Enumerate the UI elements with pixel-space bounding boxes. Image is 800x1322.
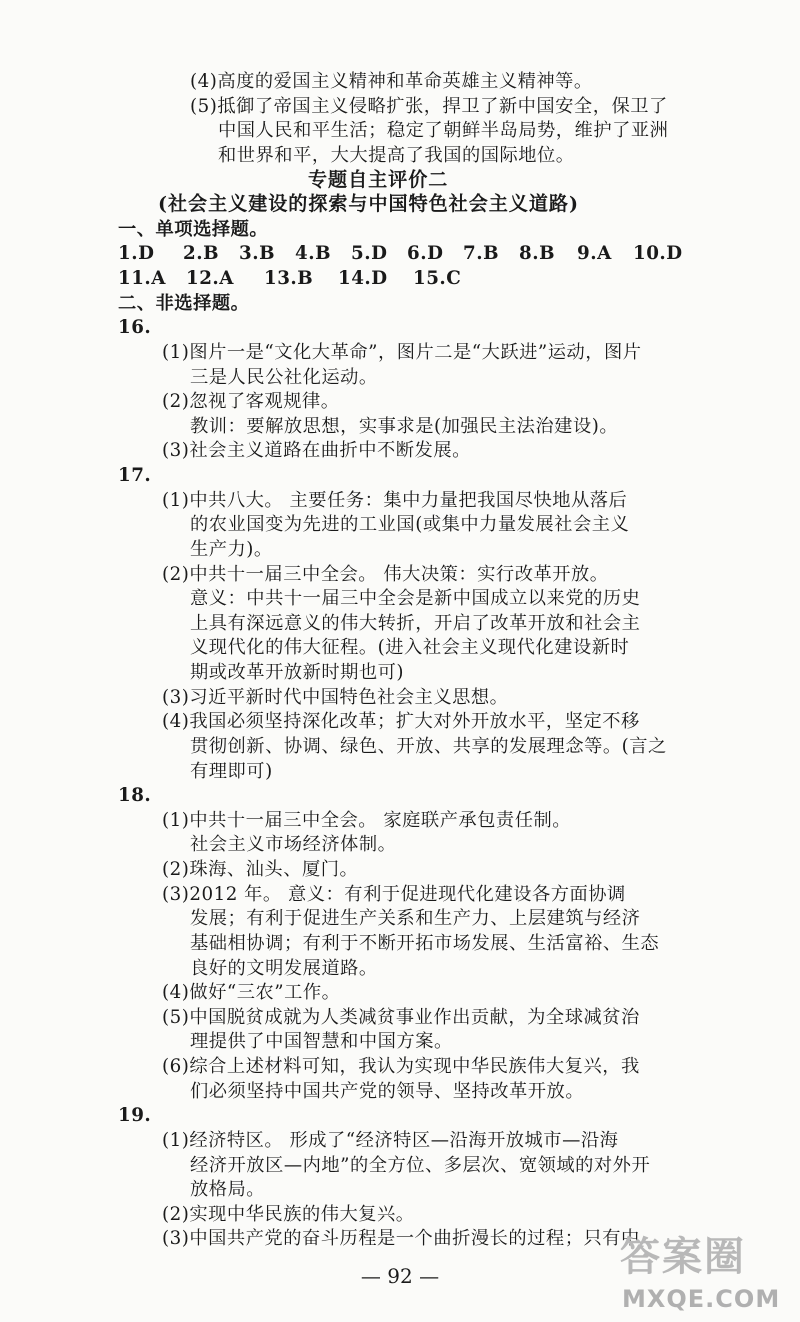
heading-single-choice: 一、单项选择题。 <box>118 218 269 240</box>
question-number: 19. <box>118 1105 152 1127</box>
watermark-logo <box>620 1225 795 1315</box>
text-line: (3)社会主义道路在曲折中不断发展。 <box>162 440 471 462</box>
text-line: (2)中共十一届三中全会。 伟大决策：实行改革开放。 <box>162 563 609 585</box>
text-line: (3)习近平新时代中国特色社会主义思想。 <box>162 686 509 708</box>
question-number: 18. <box>118 785 152 807</box>
answer-item: 8.B <box>519 243 556 265</box>
text-line: 和世界和平，大大提高了我国的国际地位。 <box>218 144 575 166</box>
text-line: 期或改革开放新时期也可) <box>190 662 405 683</box>
answer-item: 7.B <box>463 243 500 265</box>
text-line: (1)中共十一届三中全会。 家庭联产承包责任制。 <box>162 809 571 831</box>
answer-item: 6.D <box>407 243 444 265</box>
text-line: 贯彻创新、协调、绿色、开放、共享的发展理念等。(言之 <box>190 735 667 757</box>
text-line: 生产力)。 <box>190 538 273 560</box>
answer-item: 15.C <box>413 268 462 289</box>
page-number: — 92 — <box>360 1264 440 1288</box>
text-line: (5)中国脱贫成就为人类减贫事业作出贡献，为全球减贫治 <box>162 1006 640 1028</box>
text-line: (6)综合上述材料可知，我认为实现中华民族伟大复兴，我 <box>162 1056 640 1077</box>
text-line: (2)忽视了客观规律。 <box>162 391 340 413</box>
watermark-url: MXQE.COM <box>622 1285 781 1313</box>
text-line: 上具有深远意义的伟大转折，开启了改革开放和社会主 <box>190 612 641 634</box>
text-line: (1)中共八大。 主要任务：集中力量把我国尽快地从落后 <box>162 489 628 511</box>
question-number: 16. <box>118 317 152 339</box>
answers-row-1 <box>118 242 683 265</box>
text-line: (3)中国共产党的奋斗历程是一个曲折漫长的过程；只有中 <box>162 1228 640 1250</box>
answer-item: 2.B <box>183 243 220 265</box>
answer-item: 14.D <box>338 268 388 289</box>
watermark-text: 答案圈 <box>620 1234 746 1280</box>
text-line: 基础相协调；有利于不断开拓市场发展、生活富裕、生态 <box>190 932 660 954</box>
text-line: (4)做好“三农”工作。 <box>162 982 341 1004</box>
text-line: 义现代化的伟大征程。(进入社会主义现代化建设新时 <box>190 637 630 659</box>
section-title: 专题自主评价二 <box>308 168 449 191</box>
text-line: 放格局。 <box>190 1179 266 1201</box>
text-line: 教训：要解放思想，实事求是(加强民主法治建设)。 <box>190 415 619 437</box>
text-line: 理提供了中国智慧和中国方案。 <box>190 1031 453 1053</box>
text-line: (2)珠海、汕头、厦门。 <box>162 859 359 880</box>
text-line: 三是人民公社化运动。 <box>190 366 378 388</box>
answer-item: 10.D <box>633 243 683 265</box>
text-line: (4)我国必须坚持深化改革；扩大对外开放水平，坚定不移 <box>162 711 640 733</box>
text-line: (2)实现中华民族的伟大复兴。 <box>162 1203 415 1225</box>
answer-item: 1.D <box>118 243 155 265</box>
text-line: (4)高度的爱国主义精神和革命英雄主义精神等。 <box>190 71 593 92</box>
text-line: (1)图片一是“文化大革命”，图片二是“大跃进”运动，图片 <box>162 341 642 363</box>
text-line: (1)经济特区。 形成了“经济特区—沿海开放城市—沿海 <box>162 1129 619 1151</box>
text-line: 发展；有利于促进生产关系和生产力、上层建筑与经济 <box>190 908 641 930</box>
answer-item: 11.A <box>118 268 166 289</box>
text-line: 经济开放区—内地”的全方位、多层次、宽领域的对外开 <box>190 1154 651 1176</box>
heading-non-choice: 二、非选择题。 <box>118 292 250 314</box>
answer-item: 12.A <box>186 268 234 289</box>
answer-item: 3.B <box>239 243 276 265</box>
text-line: (3)2012 年。 意义：有利于促进现代化建设各方面协调 <box>162 883 626 905</box>
answer-item: 4.B <box>295 243 332 265</box>
answer-item: 5.D <box>351 243 388 265</box>
text-line: 意义：中共十一届三中全会是新中国成立以来党的历史 <box>190 588 641 610</box>
text-line: 中国人民和平生活；稳定了朝鲜半岛局势，维护了亚洲 <box>218 120 669 142</box>
answer-item: 13.B <box>264 268 314 289</box>
text-line: 社会主义市场经济体制。 <box>190 834 397 856</box>
text-line: (5)抵御了帝国主义侵略扩张，捍卫了新中国安全，保卫了 <box>190 95 668 117</box>
answer-item: 9.A <box>577 243 612 265</box>
text-line: 有理即可) <box>190 760 273 782</box>
text-line: 的农业国变为先进的工业国(或集中力量发展社会主义 <box>190 514 630 536</box>
text-line: 们必须坚持中国共产党的领导、坚持改革开放。 <box>190 1080 585 1102</box>
text-line: 良好的文明发展道路。 <box>190 957 378 979</box>
question-number: 17. <box>118 465 152 486</box>
section-subtitle: (社会主义建设的探索与中国特色社会主义道路) <box>158 193 579 216</box>
answers-row-2 <box>118 267 461 290</box>
